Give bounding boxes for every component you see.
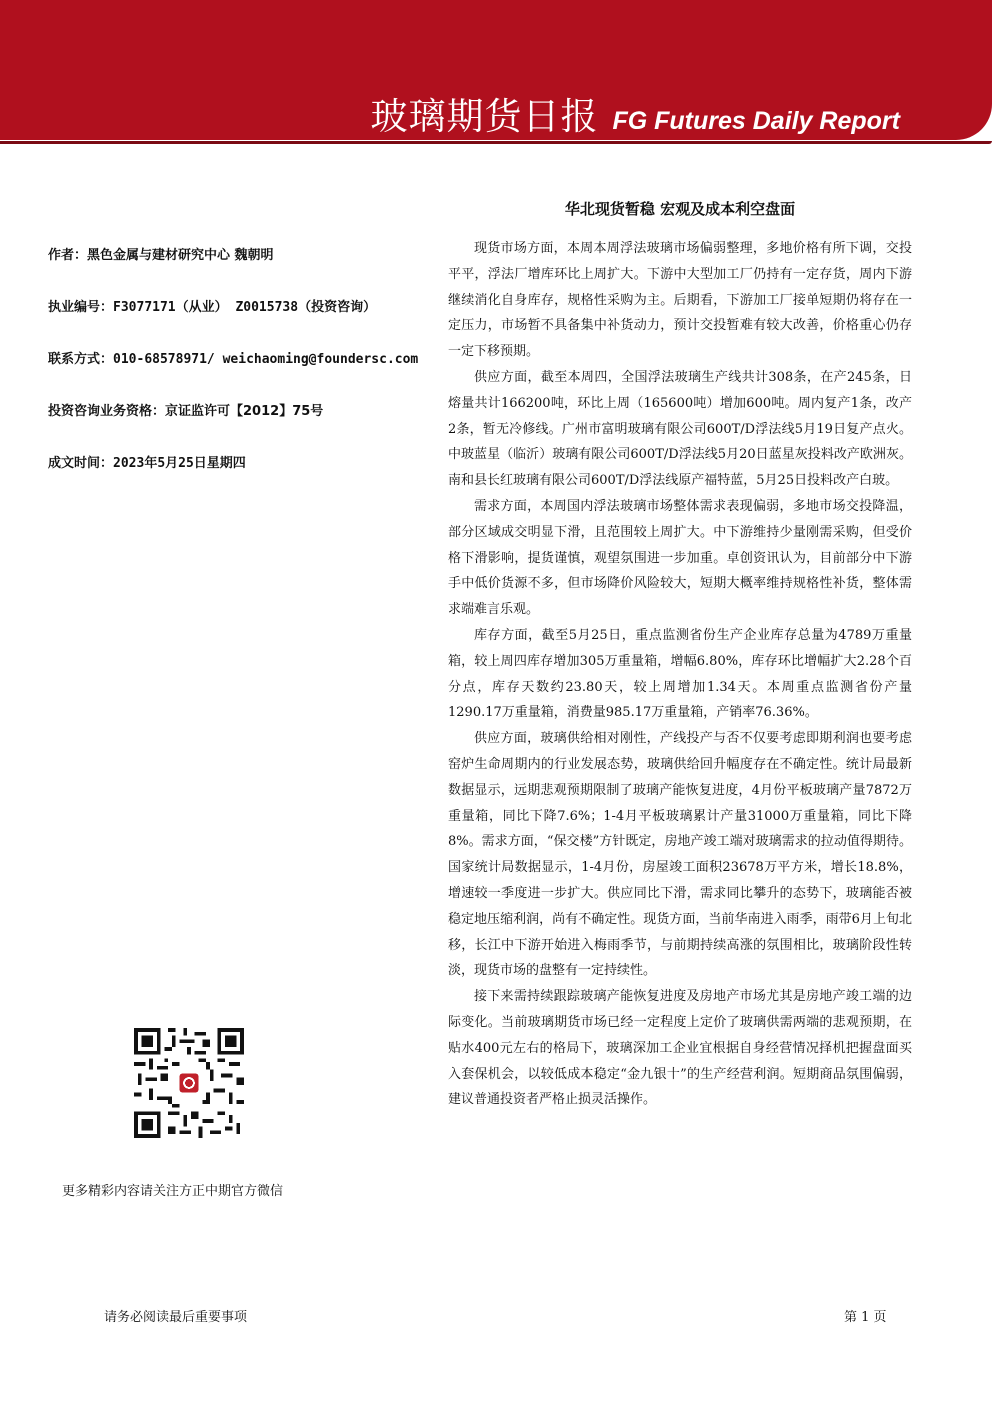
paragraph-spot-market: 现货市场方面，本周本周浮法玻璃市场偏弱整理，多地价格有所下调，交投平平，浮法厂增库环比上周扩大。下游中大型加工厂仍持有一定存货，周内下游继续消化自身库存，规格性采购为主。后期看，下游加工厂接单短期仍将存在一定压力，市场暂不具备集中补货动力，预计交投暂难有较大改善，价格重心仍存一定下移预期。	[448, 241, 912, 360]
qr-caption: 更多精彩内容请关注方正中期官方微信	[62, 1184, 284, 1199]
header-banner-underline	[0, 141, 992, 144]
license-label: 执业编号：	[48, 300, 114, 315]
license-line	[48, 296, 376, 315]
contact-label: 联系方式：	[48, 352, 114, 367]
article-headline: 华北现货暂稳 宏观及成本利空盘面	[564, 200, 796, 218]
report-title-zh: 玻璃期货日报	[370, 95, 599, 138]
license-value: F3077171（从业） Z0015738（投资咨询）	[113, 300, 377, 315]
paragraph-demand: 需求方面，本周国内浮法玻璃市场整体需求表现偏弱，多地市场交投降温，部分区域成交明显下滑，且范围较上周扩大。中下游维持少量刚需采购，但受价格下滑影响，提货谨慎，观望氛围进一步加重。卓创资讯认为，目前部分中下游手中低价货源不多，但市场降价风险较大，短期大概率维持规格性补货，整体需求端难言乐观。	[448, 498, 912, 618]
date-line	[48, 452, 246, 471]
contact-value: 010-68578971/ weichaoming@foundersc.com	[113, 352, 419, 367]
author-value: 黑色金属与建材研究中心 魏朝明	[87, 248, 274, 263]
report-title	[370, 86, 900, 140]
author-label: 作者：	[48, 248, 88, 263]
report-title-en: FG Futures Daily Report	[612, 107, 900, 135]
page-number: 第 1 页	[844, 1310, 887, 1325]
qualification-line	[48, 400, 323, 419]
paragraph-inventory: 库存方面，截至5月25日，重点监测省份生产企业库存总量为4789万重量箱，较上周四库存增加305万重量箱，增幅6.80%，库存环比增幅扩大2.28个百分点，库存天数约23.80天，较上周增加1.34天。本周重点监测省份产量1290.17万重量箱，消费量985.17万重量箱，产销率76.36%。	[448, 627, 912, 721]
date-value: 2023年5月25日星期四	[113, 456, 246, 471]
qualification-label: 投资咨询业务资格：	[48, 404, 166, 419]
paragraph-outlook: 供应方面，玻璃供给相对刚性，产线投产与否不仅要考虑即期利润也要考虑窑炉生命周期内的行业发展态势，玻璃供给回升幅度存在不确定性。统计局最新数据显示，远期悲观预期限制了玻璃产能恢复进度，4月份平板玻璃产量7872万重量箱，同比下降7.6%；1-4月平板玻璃累计产量31000万重量箱，同比下降8%。需求方面，“保交楼”方针既定，房地产竣工端对玻璃需求的拉动值得期待。国家统计局数据显示，1-4月份，房屋竣工面积23678万平方米，增长18.8%，增速较一季度进一步扩大。供应同比下滑，需求同比攀升的态势下，玻璃能否被稳定地压缩利润，尚有不确定性。现货方面，当前华南进入雨季，雨带6月上旬北移，长江中下游开始进入梅雨季节，与前期持续高涨的氛围相比，玻璃阶段性转淡，现货市场的盘整有一定持续性。	[448, 731, 912, 979]
author-line	[48, 244, 274, 263]
qualification-value: 京证监许可【2012】75号	[165, 404, 324, 419]
article-body	[448, 236, 912, 1113]
paragraph-supply: 供应方面，截至本周四，全国浮法玻璃生产线共计308条，在产245条，日熔量共计166200吨，环比上周（165600吨）增加600吨。周内复产1条，改产2条，暂无冷修线。广州市富明玻璃有限公司600T/D浮法线5月19日复产点火。中玻蓝星（临沂）玻璃有限公司600T/D浮法线5月20日蓝星灰投料改产欧洲灰。南和县长红玻璃有限公司600T/D浮法线原产福特蓝，5月25日投料改产白玻。	[448, 369, 912, 489]
footer-disclaimer: 请务必阅读最后重要事项	[104, 1310, 248, 1325]
wechat-qr-code-icon[interactable]	[134, 1028, 244, 1138]
date-label: 成文时间：	[48, 456, 114, 471]
paragraph-strategy: 接下来需持续跟踪玻璃产能恢复进度及房地产市场尤其是房地产竣工端的边际变化。当前玻璃期货市场已经一定程度上定价了玻璃供需两端的悲观预期，在贴水400元左右的格局下，玻璃深加工企业宜根据自身经营情况择机把握盘面买入套保机会，以较低成本稳定“金九银十”的生产经营利润。短期商品氛围偏弱，建议普通投资者严格止损灵活操作。	[448, 989, 912, 1108]
contact-line	[48, 348, 418, 367]
